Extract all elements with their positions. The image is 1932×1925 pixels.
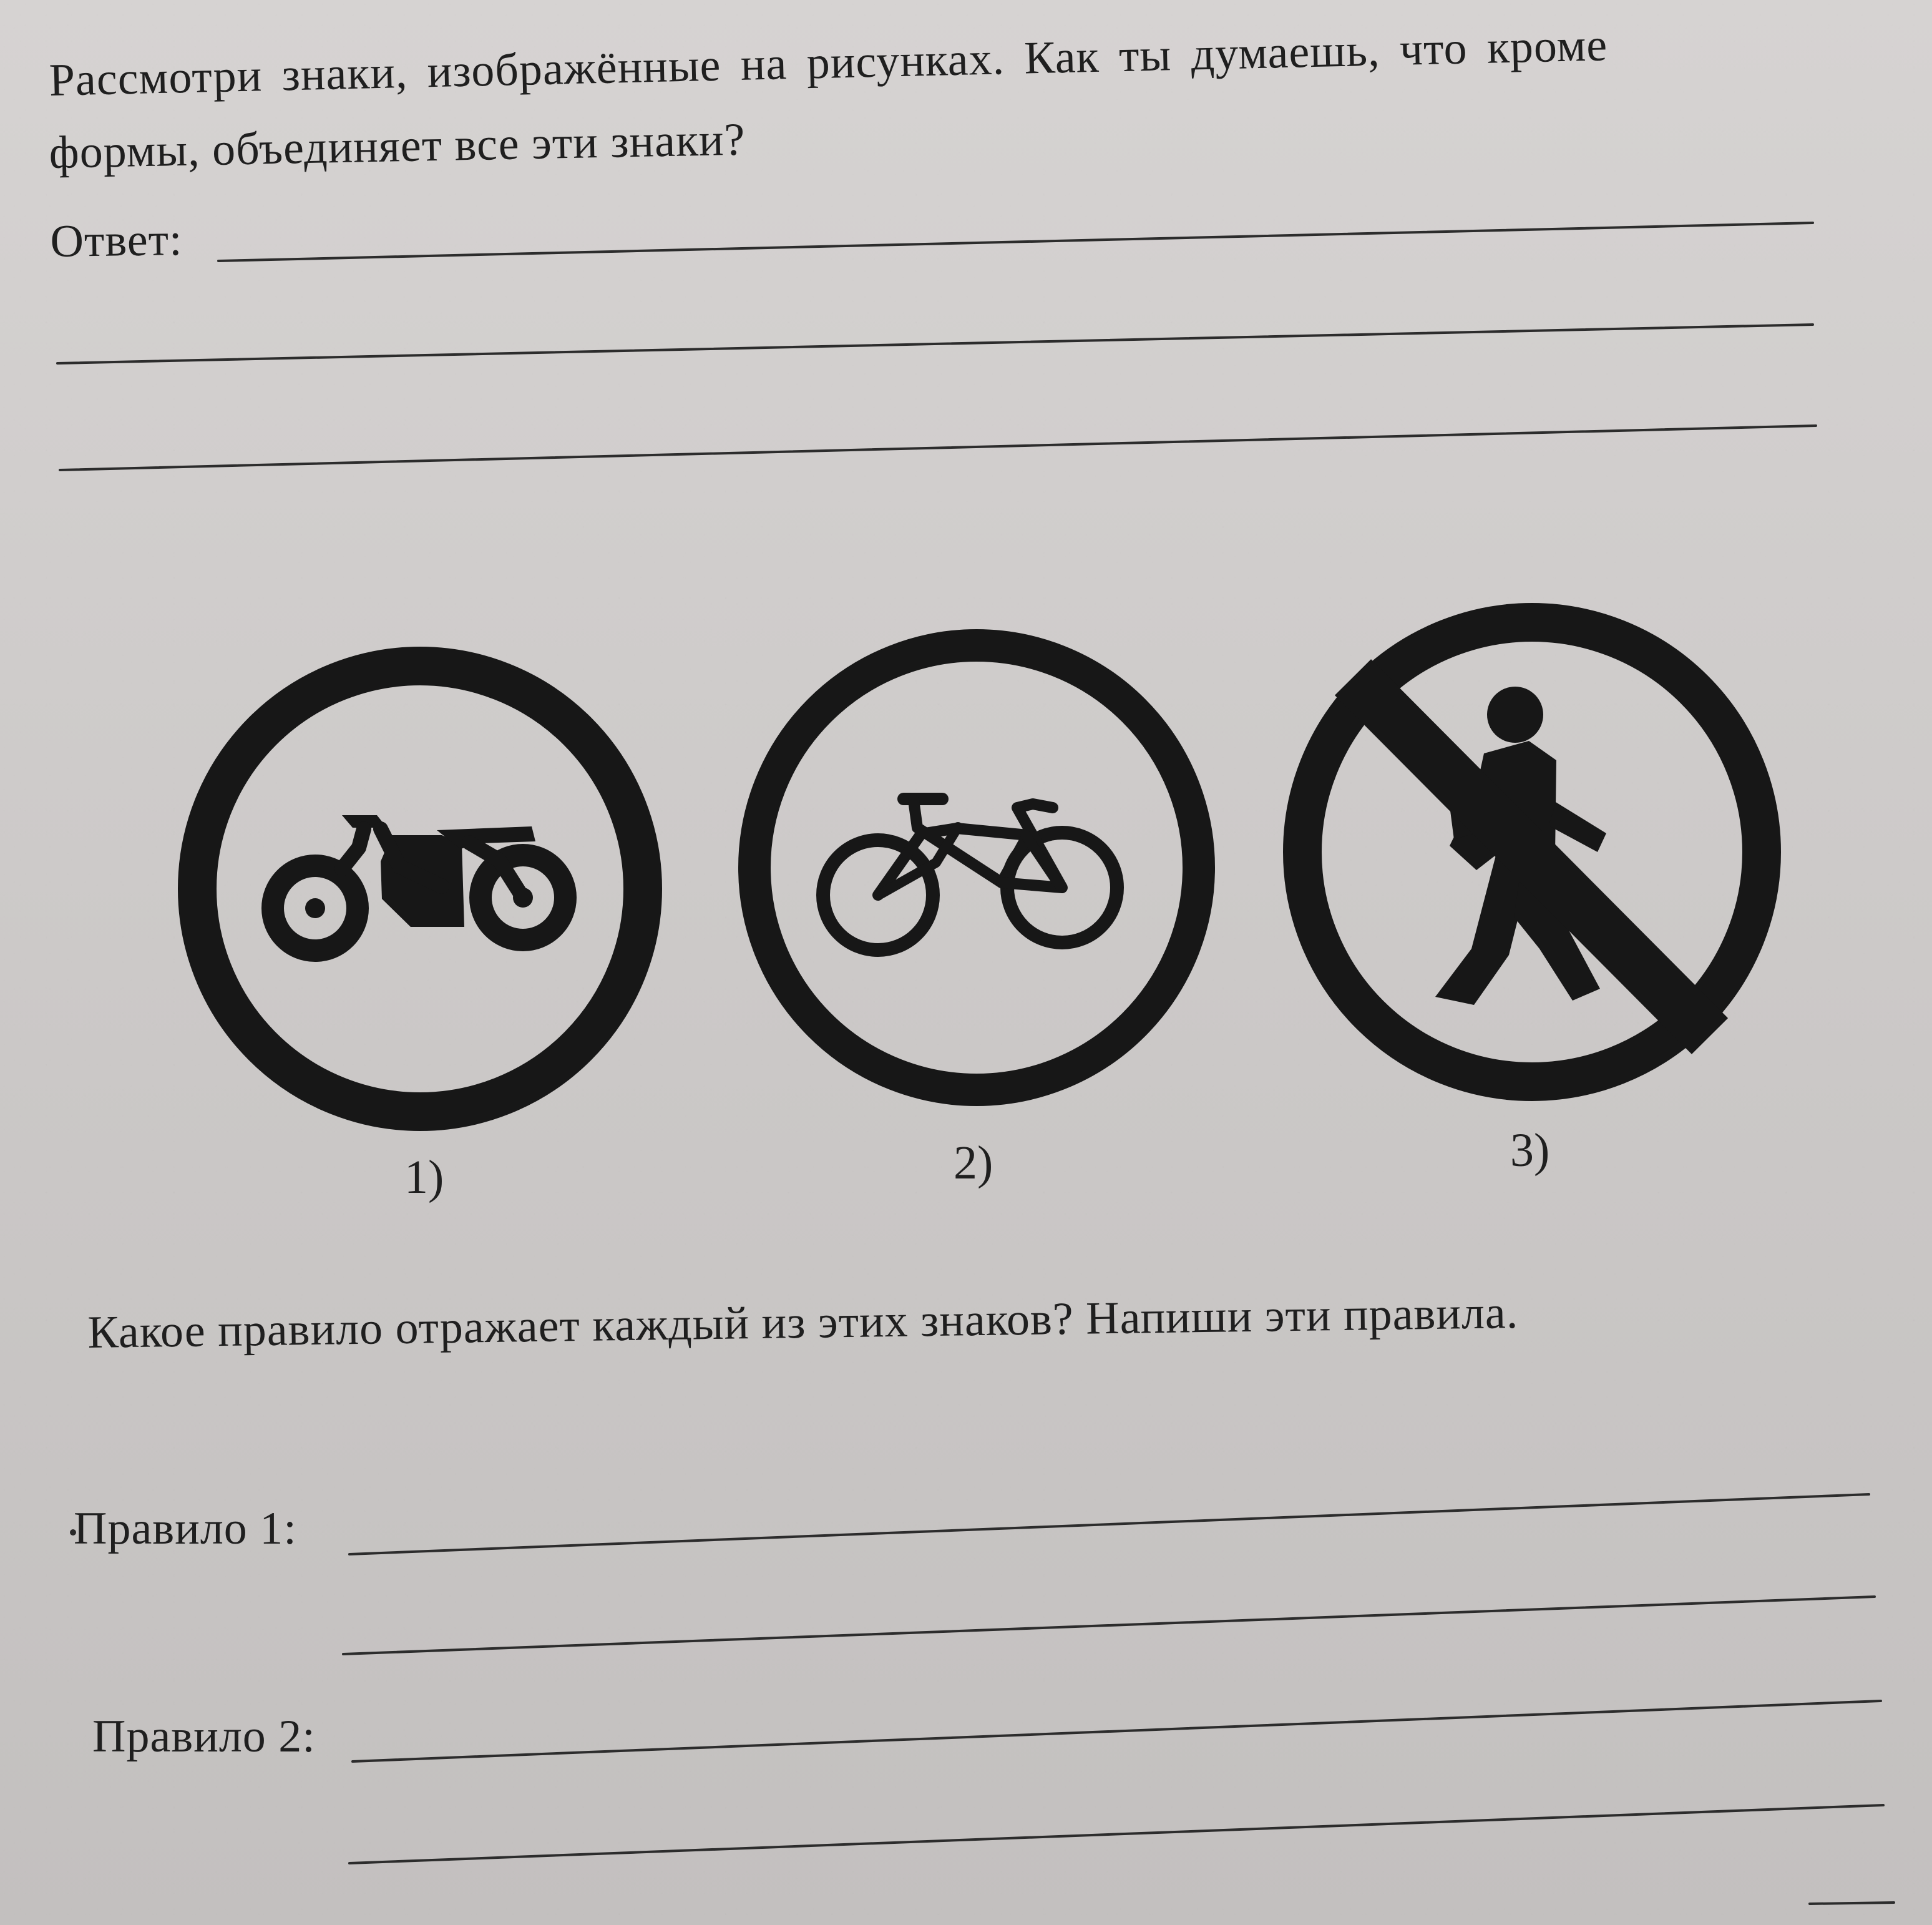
rule-1-line-1[interactable] (349, 1494, 1869, 1554)
motorcycle-sign (197, 666, 643, 1112)
answer-line-3[interactable] (60, 426, 1816, 470)
rule-2-label: Правило 2: (92, 1711, 316, 1762)
sign-label-3: 3) (1510, 1124, 1550, 1177)
bicycle-sign (754, 645, 1199, 1090)
sign-label-2: 2) (954, 1137, 993, 1189)
sign-label-1: 1) (404, 1151, 444, 1203)
motorcycle-icon (273, 815, 565, 951)
rule-1-label: Правило 1: (74, 1503, 297, 1554)
question-2: Какое правило отражает каждый из этих знаков? Напиши эти правила. (87, 1286, 1519, 1358)
answer-line-2[interactable] (57, 325, 1813, 363)
answer-line-1[interactable] (218, 223, 1813, 261)
question-1-line-1: Рассмотри знаки, изображённые на рисунках. Как ты думаешь, что кроме (48, 19, 1609, 106)
rule-2-line-2[interactable] (349, 1805, 1883, 1863)
question-1-line-2: формы, объединяет все эти знаки? (48, 114, 746, 179)
no-pedestrians-sign (1302, 622, 1762, 1082)
bicycle-icon (823, 799, 1117, 950)
answer-label: Ответ: (49, 214, 183, 267)
partial-line[interactable] (1810, 1903, 1894, 1904)
rule-2-line-1[interactable] (353, 1701, 1881, 1761)
rule-1-line-2[interactable] (343, 1597, 1875, 1654)
